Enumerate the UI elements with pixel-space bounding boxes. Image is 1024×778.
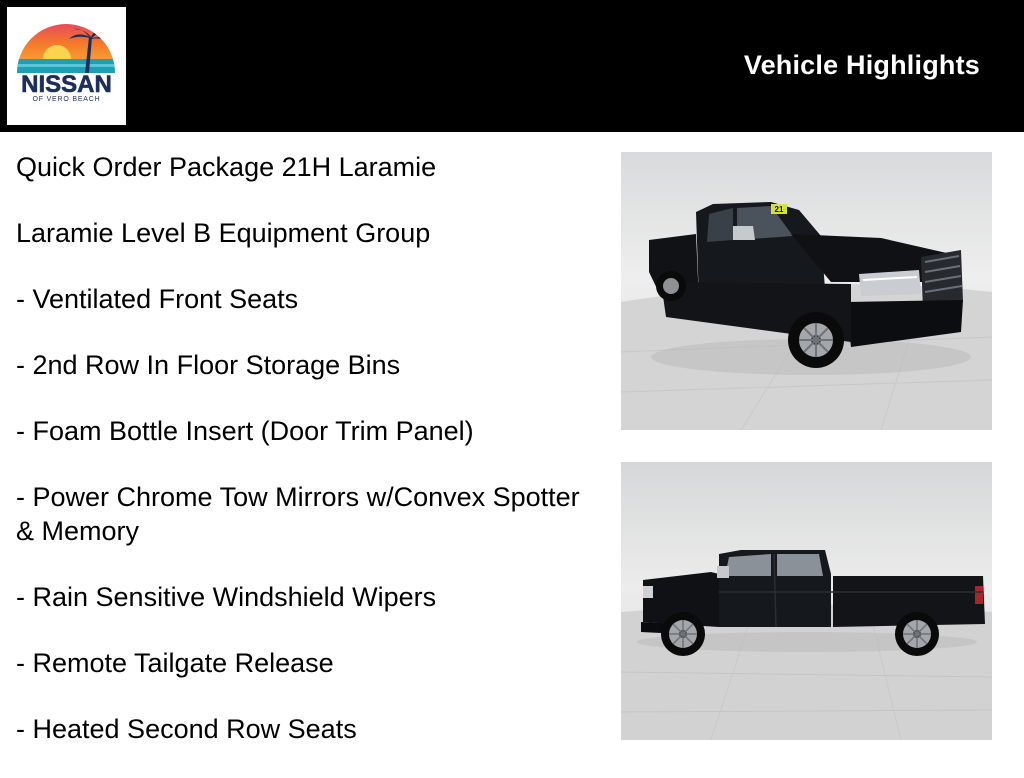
feature-item: - Heated Second Row Seats <box>16 714 357 744</box>
feature-item: - 2nd Row In Floor Storage Bins <box>16 350 401 380</box>
feature-item: - Foam Bottle Insert (Door Trim Panel) <box>16 416 474 446</box>
dealer-logo-graphic <box>7 7 126 125</box>
feature-item: Laramie Level B Equipment Group <box>16 218 431 248</box>
vehicle-photo-front-quarter[interactable] <box>621 152 992 430</box>
feature-list <box>16 150 596 778</box>
truck-side-profile-image <box>621 462 992 740</box>
truck-front-quarter-image <box>621 152 992 430</box>
feature-item: - Power Chrome Tow Mirrors w/Convex Spotter & Memory <box>16 482 580 546</box>
feature-item: Quick Order Package 21H Laramie <box>16 152 437 182</box>
feature-item: - Remote Tailgate Release <box>16 648 334 678</box>
dealer-logo[interactable] <box>7 7 126 125</box>
feature-item: - Rain Sensitive Windshield Wipers <box>16 582 437 612</box>
logo-tagline-text: OF VERO BEACH <box>32 96 101 103</box>
vehicle-photo-side-profile[interactable] <box>621 462 992 740</box>
logo-brand-text: NISSAN <box>21 71 112 98</box>
windshield-badge: 21 <box>774 205 784 214</box>
feature-item: - Ventilated Front Seats <box>16 284 299 314</box>
page-title: Vehicle Highlights <box>743 50 980 80</box>
header-bar <box>0 0 1024 132</box>
